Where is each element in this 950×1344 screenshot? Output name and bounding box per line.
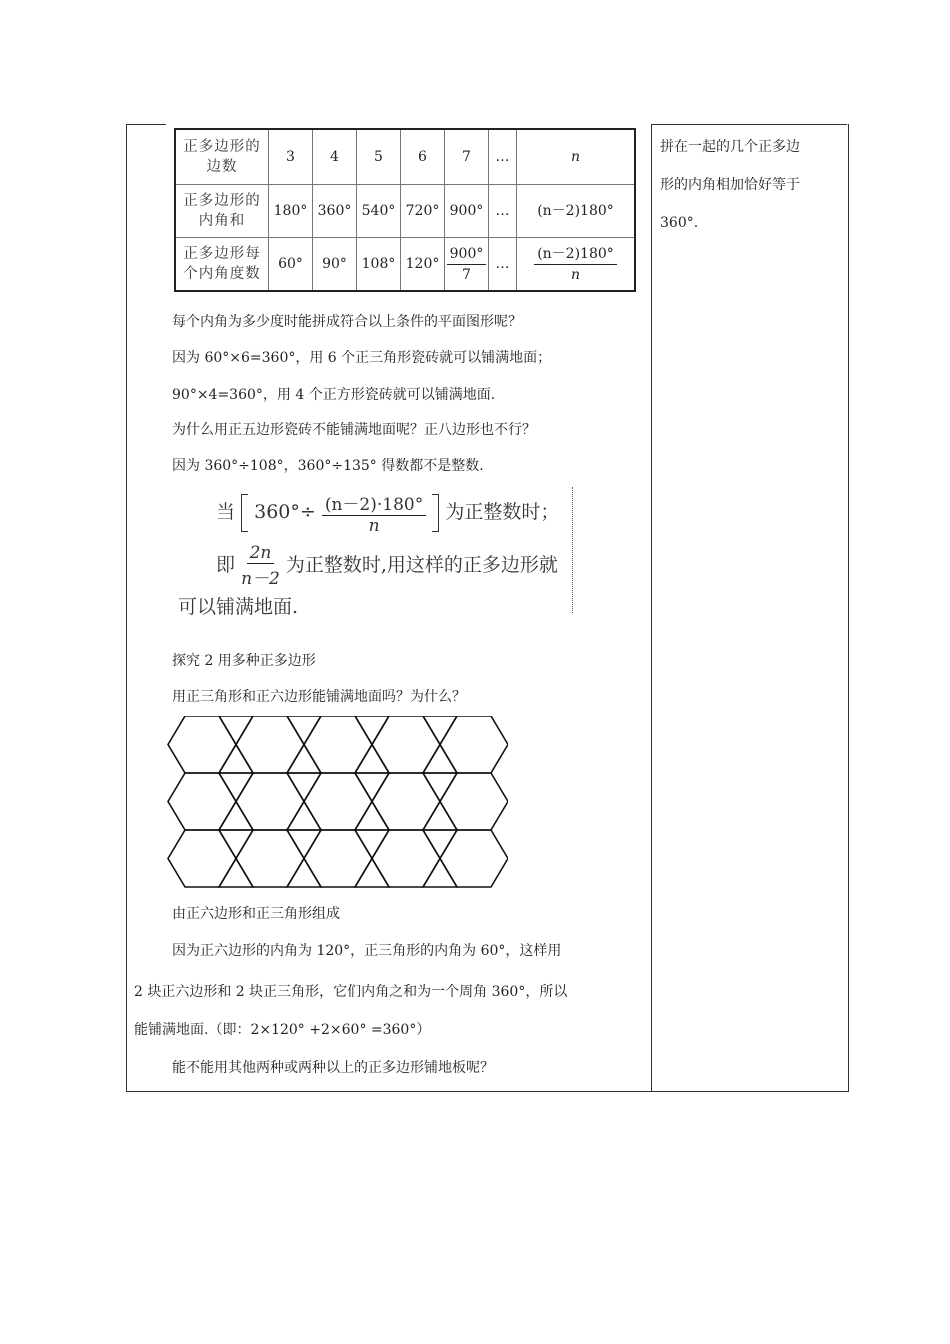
polygon-angle-table (174, 128, 636, 292)
question-paragraph: 能不能用其他两种或两种以上的正多边形铺地板呢？ (172, 1060, 494, 1076)
table-cell: 180° (269, 185, 313, 238)
column-divider (651, 124, 652, 1091)
hexagon-tile (304, 830, 372, 887)
triangle-tile (219, 830, 253, 859)
table-cell: … (489, 238, 517, 292)
triangle-tile (423, 802, 457, 831)
frame-top-border (126, 124, 166, 125)
table-row (175, 238, 635, 292)
triangle-tile (355, 716, 389, 745)
table-cell: 6 (401, 129, 445, 185)
triangle-tile (423, 859, 457, 888)
triangle-tile (355, 859, 389, 888)
triangle-tile (355, 830, 389, 859)
explanation-paragraph: 2 块正六边形和 2 块正三角形，它们内角之和为一个周角 360°，所以 (134, 984, 568, 1000)
row-header: 正多边形每 个内角度数 (175, 238, 269, 292)
explanation-paragraph: 能铺满地面.（即：2×120° +2×60° =360°） (134, 1022, 431, 1038)
triangle-tile (355, 773, 389, 802)
fraction-900-7: $\frac{900^\circ}{7}$ (447, 244, 487, 285)
table-cell: 7 (445, 129, 489, 185)
formula-line-1: 当 360°÷ $\frac{(n-2)\cdot 180^\circ}{n}$ 为正整数时； (216, 490, 559, 536)
hexagon-tile (168, 716, 236, 773)
hexagon-tile (304, 773, 372, 830)
triangle-tile (355, 745, 389, 774)
hexagon-tile (440, 716, 508, 773)
triangle-tile (355, 802, 389, 831)
answer-paragraph: 因为 60°×6=360°，用 6 个正三角形瓷砖就可以铺满地面； (172, 350, 552, 366)
triangle-tile (219, 716, 253, 745)
table-cell: 4 (313, 129, 357, 185)
hexagon-tile (372, 830, 440, 887)
triangle-tile (219, 773, 253, 802)
table-cell (445, 238, 489, 292)
question-paragraph: 用正三角形和正六边形能铺满地面吗？为什么？ (172, 689, 466, 705)
table-cell: 5 (357, 129, 401, 185)
side-note (660, 128, 842, 242)
triangle-tile (423, 773, 457, 802)
table-cell: 360° (313, 185, 357, 238)
table-cell: n (517, 129, 636, 185)
hexagon-tile (168, 773, 236, 830)
table-row (175, 185, 635, 238)
formula-fraction-2n: $\frac{2n}{n-2}$ (241, 543, 280, 589)
table-cell: 720° (401, 185, 445, 238)
table-cell (517, 238, 636, 292)
hexagon-tile (168, 830, 236, 887)
hexagon-tile (372, 773, 440, 830)
hexagon-tile (440, 830, 508, 887)
formula-line-3: 可以铺满地面. (178, 596, 299, 618)
right-bracket (432, 494, 439, 532)
triangle-tile (287, 859, 321, 888)
table-cell: (n－2)180° (517, 185, 636, 238)
triangle-tile (423, 716, 457, 745)
explanation-paragraph: 因为正六边形的内角为 120°，正三角形的内角为 60°，这样用 (172, 943, 562, 959)
left-bracket (241, 494, 248, 532)
answer-paragraph: 因为 360°÷108°，360°÷135° 得数都不是整数. (172, 458, 484, 474)
triangle-tile (287, 716, 321, 745)
section-title: 探究 2 用多种正多边形 (172, 653, 316, 669)
side-note-line: 拼在一起的几个正多边 (660, 139, 800, 155)
triangle-tile (423, 830, 457, 859)
triangle-tile (219, 802, 253, 831)
triangle-tile (287, 802, 321, 831)
table-row (175, 129, 635, 185)
answer-paragraph: 90°×4=360°，用 4 个正方形瓷砖就可以铺满地面. (172, 387, 496, 403)
triangle-tile (219, 745, 253, 774)
figure-caption: 由正六边形和正三角形组成 (172, 906, 340, 922)
frame-top-border-right (651, 124, 847, 125)
row-header: 正多边形的 内角和 (175, 185, 269, 238)
hexagon-tile (372, 716, 440, 773)
triangle-tile (287, 773, 321, 802)
table-cell: 90° (313, 238, 357, 292)
triangle-tile (287, 745, 321, 774)
table-cell: 3 (269, 129, 313, 185)
formula-fraction: $\frac{(n-2)\cdot 180^\circ}{n}$ (322, 490, 426, 536)
table-cell: 60° (269, 238, 313, 292)
dotted-guide-line (572, 487, 573, 613)
formula-line-2: 即 $\frac{2n}{n-2}$ 为正整数时,用这样的正多边形就 (216, 543, 558, 589)
side-note-line: 形的内角相加恰好等于 (660, 177, 800, 193)
hexagon-triangle-tessellation (166, 716, 508, 888)
table-cell: … (489, 185, 517, 238)
hexagon-tile (236, 716, 304, 773)
hexagon-tile (304, 716, 372, 773)
question-paragraph: 为什么用正五边形瓷砖不能铺满地面呢？正八边形也不行？ (172, 422, 536, 438)
table-cell: 108° (357, 238, 401, 292)
hexagon-tile (236, 773, 304, 830)
hexagon-tile (440, 773, 508, 830)
triangle-tile (287, 830, 321, 859)
side-note-line: 360°. (660, 215, 699, 231)
hexagon-tile (236, 830, 304, 887)
table-cell: 120° (401, 238, 445, 292)
fraction-general: $\frac{(n-2)180^\circ}{n}$ (534, 244, 617, 285)
table-cell: 900° (445, 185, 489, 238)
question-paragraph: 每个内角为多少度时能拼成符合以上条件的平面图形呢？ (172, 314, 522, 330)
triangle-tile (219, 859, 253, 888)
table-cell: 540° (357, 185, 401, 238)
table-cell: … (489, 129, 517, 185)
triangle-tile (423, 745, 457, 774)
row-header: 正多边形的 边数 (175, 129, 269, 185)
